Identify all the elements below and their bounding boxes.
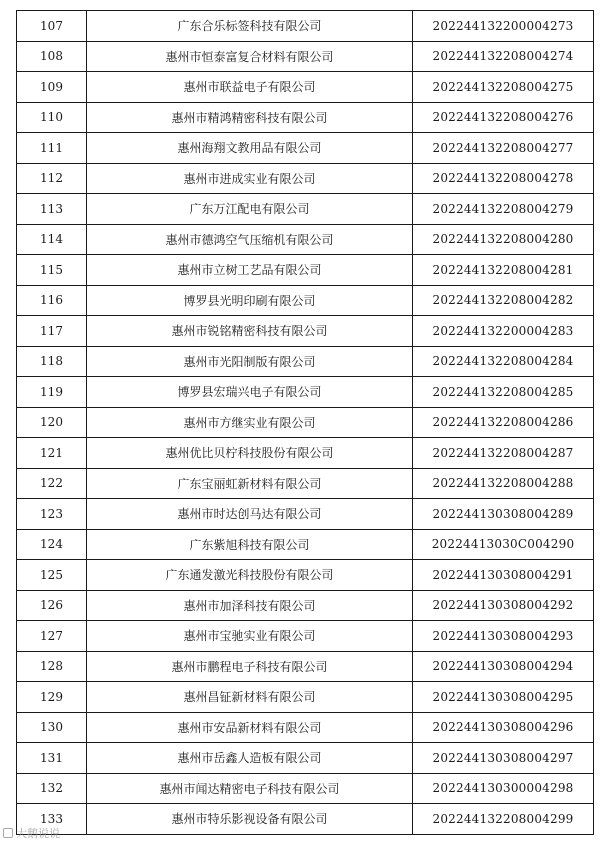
table-row (17, 41, 594, 72)
cell-company-name: 惠州昌钲新材料有限公司 (87, 682, 413, 713)
cell-registration-code: 20224413030C004290 (413, 529, 594, 560)
cell-company-name: 惠州市联益电子有限公司 (87, 72, 413, 103)
cell-serial-number: 131 (17, 743, 87, 774)
cell-company-name: 惠州市恒泰富复合材料有限公司 (87, 41, 413, 72)
watermark-logo-icon (3, 828, 13, 838)
cell-serial-number: 113 (17, 194, 87, 225)
cell-company-name: 博罗县光明印刷有限公司 (87, 285, 413, 316)
table-row (17, 682, 594, 713)
cell-registration-code: 202244132208004280 (413, 224, 594, 255)
cell-registration-code: 202244130308004291 (413, 560, 594, 591)
cell-company-name: 广东通发激光科技股份有限公司 (87, 560, 413, 591)
cell-registration-code: 202244132208004276 (413, 102, 594, 133)
cell-serial-number: 126 (17, 590, 87, 621)
cell-serial-number: 120 (17, 407, 87, 438)
cell-registration-code: 202244132208004286 (413, 407, 594, 438)
table-row (17, 743, 594, 774)
cell-serial-number: 109 (17, 72, 87, 103)
cell-registration-code: 202244130308004293 (413, 621, 594, 652)
cell-registration-code: 202244132208004299 (413, 804, 594, 835)
cell-serial-number: 130 (17, 712, 87, 743)
cell-serial-number: 129 (17, 682, 87, 713)
cell-registration-code: 202244132208004274 (413, 41, 594, 72)
cell-serial-number: 119 (17, 377, 87, 408)
watermark-text: 大鹅说说 (16, 827, 60, 840)
table-row (17, 11, 594, 42)
cell-company-name: 惠州市锐铭精密科技有限公司 (87, 316, 413, 347)
cell-company-name: 惠州市进成实业有限公司 (87, 163, 413, 194)
cell-company-name: 惠州市方继实业有限公司 (87, 407, 413, 438)
cell-registration-code: 202244132208004275 (413, 72, 594, 103)
table-row (17, 285, 594, 316)
cell-company-name: 惠州市立树工艺品有限公司 (87, 255, 413, 286)
table-row (17, 194, 594, 225)
cell-serial-number: 107 (17, 11, 87, 42)
cell-company-name: 惠州市加泽科技有限公司 (87, 590, 413, 621)
cell-serial-number: 123 (17, 499, 87, 530)
cell-serial-number: 108 (17, 41, 87, 72)
cell-serial-number: 132 (17, 773, 87, 804)
table-row (17, 804, 594, 835)
cell-serial-number: 125 (17, 560, 87, 591)
cell-serial-number: 110 (17, 102, 87, 133)
cell-company-name: 博罗县宏瑞兴电子有限公司 (87, 377, 413, 408)
cell-registration-code: 202244132208004284 (413, 346, 594, 377)
table-row (17, 346, 594, 377)
company-list-table (16, 10, 594, 835)
cell-serial-number: 117 (17, 316, 87, 347)
cell-serial-number: 116 (17, 285, 87, 316)
cell-registration-code: 202244132208004279 (413, 194, 594, 225)
cell-company-name: 惠州优比贝柠科技股份有限公司 (87, 438, 413, 469)
cell-serial-number: 121 (17, 438, 87, 469)
table-row (17, 651, 594, 682)
table-row (17, 468, 594, 499)
cell-registration-code: 202244132208004288 (413, 468, 594, 499)
cell-serial-number: 111 (17, 133, 87, 164)
cell-registration-code: 202244132208004278 (413, 163, 594, 194)
table-row (17, 224, 594, 255)
cell-company-name: 惠州市宝驰实业有限公司 (87, 621, 413, 652)
cell-company-name: 惠州市闻达精密电子科技有限公司 (87, 773, 413, 804)
cell-serial-number: 127 (17, 621, 87, 652)
cell-company-name: 惠州市光阳制版有限公司 (87, 346, 413, 377)
table-row (17, 102, 594, 133)
cell-company-name: 广东合乐标签科技有限公司 (87, 11, 413, 42)
cell-serial-number: 124 (17, 529, 87, 560)
cell-company-name: 广东紫旭科技有限公司 (87, 529, 413, 560)
cell-registration-code: 202244130300004298 (413, 773, 594, 804)
cell-registration-code: 202244132200004273 (413, 11, 594, 42)
table-row (17, 377, 594, 408)
cell-serial-number: 133 (17, 804, 87, 835)
cell-company-name: 广东万江配电有限公司 (87, 194, 413, 225)
cell-company-name: 惠州海翔文教用品有限公司 (87, 133, 413, 164)
cell-serial-number: 115 (17, 255, 87, 286)
table-row (17, 316, 594, 347)
table-row (17, 773, 594, 804)
table-row (17, 255, 594, 286)
cell-company-name: 惠州市德鸿空气压缩机有限公司 (87, 224, 413, 255)
cell-company-name: 惠州市时达创马达有限公司 (87, 499, 413, 530)
table-row (17, 560, 594, 591)
cell-registration-code: 202244132208004285 (413, 377, 594, 408)
cell-company-name: 惠州市安品新材料有限公司 (87, 712, 413, 743)
cell-registration-code: 202244130308004295 (413, 682, 594, 713)
watermark (3, 825, 60, 841)
cell-serial-number: 128 (17, 651, 87, 682)
table-row (17, 712, 594, 743)
cell-serial-number: 118 (17, 346, 87, 377)
cell-serial-number: 122 (17, 468, 87, 499)
cell-company-name: 惠州市岳鑫人造板有限公司 (87, 743, 413, 774)
cell-company-name: 广东宝丽虹新材料有限公司 (87, 468, 413, 499)
cell-registration-code: 202244132208004281 (413, 255, 594, 286)
table-row (17, 621, 594, 652)
cell-serial-number: 112 (17, 163, 87, 194)
table-row (17, 163, 594, 194)
cell-registration-code: 202244132208004277 (413, 133, 594, 164)
table-row (17, 590, 594, 621)
cell-registration-code: 202244130308004289 (413, 499, 594, 530)
cell-company-name: 惠州市鹏程电子科技有限公司 (87, 651, 413, 682)
cell-registration-code: 202244130308004296 (413, 712, 594, 743)
cell-registration-code: 202244130308004292 (413, 590, 594, 621)
table-row (17, 438, 594, 469)
document-page (16, 10, 593, 835)
table-row (17, 133, 594, 164)
table-body (17, 11, 594, 835)
cell-registration-code: 202244132208004282 (413, 285, 594, 316)
table-row (17, 407, 594, 438)
cell-registration-code: 202244132208004287 (413, 438, 594, 469)
cell-company-name: 惠州市精鸿精密科技有限公司 (87, 102, 413, 133)
cell-registration-code: 202244130308004297 (413, 743, 594, 774)
table-row (17, 72, 594, 103)
cell-registration-code: 202244132200004283 (413, 316, 594, 347)
cell-serial-number: 114 (17, 224, 87, 255)
table-row (17, 499, 594, 530)
cell-company-name: 惠州市特乐影视设备有限公司 (87, 804, 413, 835)
table-row (17, 529, 594, 560)
cell-registration-code: 202244130308004294 (413, 651, 594, 682)
